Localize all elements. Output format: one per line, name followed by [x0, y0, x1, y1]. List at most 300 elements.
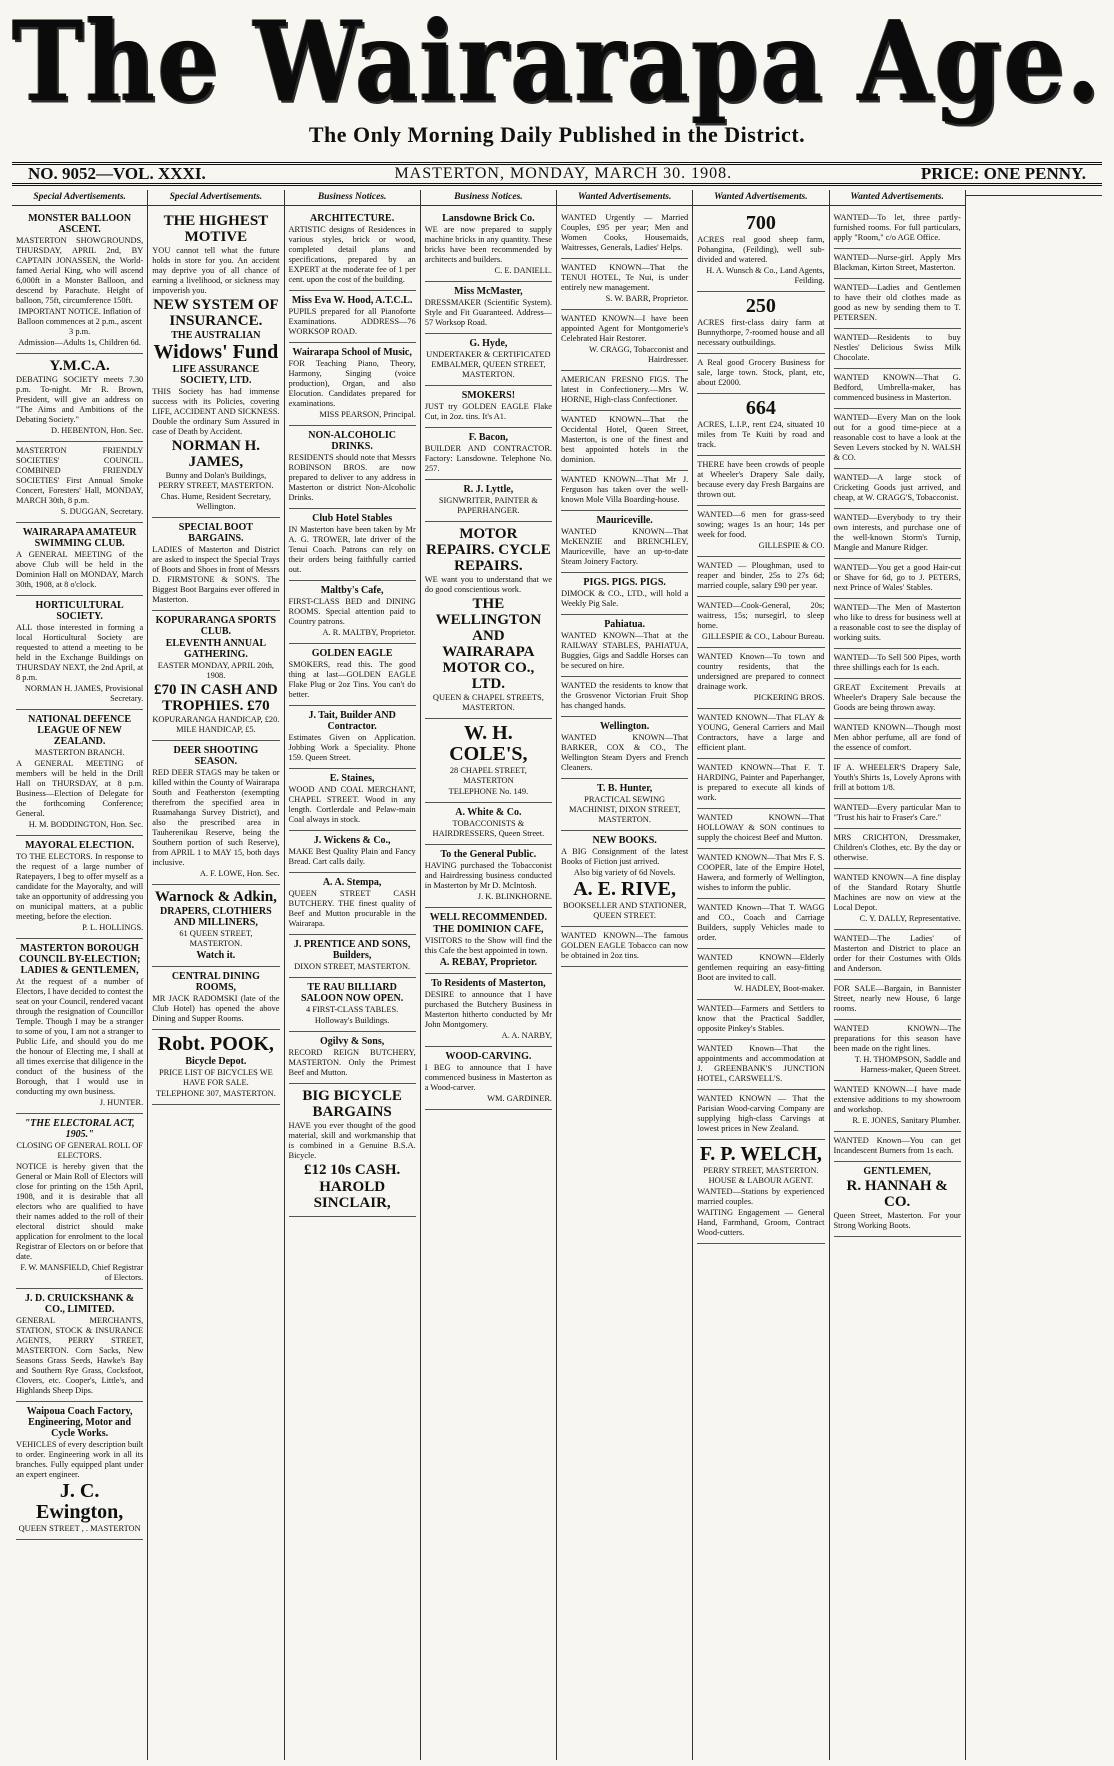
ad-school-of-music — [289, 343, 416, 426]
ad-residents-masterton — [425, 974, 552, 1047]
ad-saddler — [697, 1000, 824, 1040]
ad-maltby-cafe — [289, 581, 416, 644]
ad-heading: Miss McMaster, — [454, 286, 523, 297]
ad-body: WANTED Known—To town and country residents, that the undersigned are prepared to connect drainage work. — [697, 652, 825, 691]
column-heading: Business Notices. — [285, 190, 420, 206]
ad-body: DIXON STREET, MASTERTON. — [294, 962, 411, 971]
ad-footer: TELEPHONE 307, MASTERTON. — [155, 1089, 276, 1098]
ad-heading: NON-ALCOHOLIC DRINKS. — [308, 430, 397, 452]
ad-nurse-girl — [834, 249, 961, 279]
ad-costumes — [834, 930, 961, 980]
ad-body: MRS CRICHTON, Dressmaker, Children's Clothes, etc. By the day or otherwise. — [833, 833, 961, 862]
ad-golden-eagle — [289, 644, 416, 706]
ad-heading: J. Tait, Builder AND Contractor. — [308, 710, 396, 732]
ad-turnip-ridger — [834, 509, 961, 559]
ad-body: FOR SALE—Bargain, in Bannister Street, nearly new House, 6 large rooms. — [833, 984, 961, 1013]
ad-body: WANTED Urgently — Married Couples, £95 per year; Men and Women Cooks, Housemaids, Waitresses, Generals, Ladies' Helps. — [561, 213, 689, 252]
ad-body: WANTED KNOWN—That FLAY & YOUNG, General Carriers and Mail Contractors, have a large and efficient plant. — [697, 713, 825, 752]
ad-body: FIRST-CLASS BED and DINING ROOMS. Special attention paid to Country patrons. — [288, 597, 416, 626]
newspaper-title — [12, 0, 1102, 127]
ad-body: SIGNWRITER, PAINTER & PAPERHANGER. — [438, 496, 538, 515]
ad-society: LIFE ASSURANCE SOCIETY, LTD. — [172, 364, 260, 386]
ad-bacon-builder — [425, 428, 552, 480]
ad-by-election — [16, 939, 143, 1114]
ad-footer: Holloway's Buildings. — [314, 1016, 390, 1025]
ad-body: ALL those interested in forming a local Horticultural Society are requested to attend a meeting to be held in the Exchange Buildings on THURSDAY NEXT, the 2nd April, at 8 p.m. — [16, 623, 144, 682]
title-word-age: Age. — [857, 0, 1102, 127]
ad-heading: MAYORAL ELECTION. — [25, 840, 135, 851]
ad-carriers — [697, 709, 824, 759]
ad-signature: H. A. Wunsch & Co., Land Agents, Feilding. — [706, 266, 825, 285]
ad-wellington-dyers — [561, 717, 688, 779]
ad-wickens-bread — [289, 831, 416, 873]
ad-name: J. C. Ewington, — [36, 1480, 124, 1523]
column-1 — [12, 190, 148, 1760]
ad-proprietor: A. REBAY, Proprietor. — [439, 957, 538, 968]
ad-heading: Mauriceville. — [596, 515, 653, 526]
ad-body: YOU cannot tell what the future holds in store for you. An accident may deprive you of all chance of earning a livelihood, or sickness may impoverish you. — [152, 246, 280, 295]
ad-body: A BIG Consignment of the latest Books of Fiction just arrived. — [561, 847, 689, 866]
column-heading: Business Notices. — [421, 190, 556, 206]
ad-heading: DEER SHOOTING SEASON. — [173, 745, 259, 767]
ad-heading: 700 — [745, 212, 776, 234]
ad-signature: J. HUNTER. — [99, 1098, 144, 1107]
ad-body: GREAT Excitement Prevails at Wheeler's Drapery Sale because the Goods are being thrown away. — [833, 683, 961, 712]
ad-heading: F. Bacon, — [468, 432, 509, 443]
column-8 — [966, 190, 1102, 1760]
ad-body: WANTED—6 men for grass-seed sowing; wages 1s an hour; 14s per week for food. — [697, 510, 825, 539]
ad-tagline: Watch it. — [196, 950, 236, 961]
ad-motor-repairs — [425, 522, 552, 719]
ad-company: R. HANNAH & CO. — [846, 1178, 948, 1210]
ad-house-for-sale — [834, 980, 961, 1020]
ad-ymca — [16, 354, 143, 442]
ad-body: WANTED—You get a good Hair-cut or Shave for 6d, go to J. PETERS, next Prince of Wales' Stables. — [833, 563, 961, 592]
ad-subheading: CLOSING OF GENERAL ROLL OF ELECTORS. — [16, 1141, 143, 1160]
ad-rooms-to-let — [834, 209, 961, 249]
ad-hair-restorer — [561, 310, 688, 371]
ad-body: MASTERTON SHOWGROUNDS, THURSDAY, APRIL 2nd, BY CAPTAIN JONASSEN, the World-famed Aerial King, who will ascend 6,000ft in a Monster Balloon, and descend by Parachute. Height of balloon, 75ft, circumference 150ft. — [16, 236, 144, 305]
ad-highest-motive — [152, 209, 279, 518]
column-7 — [830, 190, 966, 1760]
ad-body: DESIRE to announce that I have purchased the Butchery Business in Masterton hitherto conducted by Mr John Montgomery. — [424, 990, 552, 1029]
ad-heading: To the General Public. — [440, 849, 537, 860]
ad-body: KOPURARANGA HANDICAP, £20. MILE HANDICAP, £5. — [152, 715, 280, 734]
ad-subheading: DRAPERS, CLOTHIERS AND MILLINERS, — [160, 906, 272, 928]
ad-heading: CENTRAL DINING ROOMS, — [171, 971, 260, 993]
ad-body: WANTED Known—You can get Incandescent Burners from 1s each. — [833, 1136, 961, 1155]
ad-heading: Wellington. — [600, 721, 650, 732]
ad-heading: E. Staines, — [329, 773, 375, 784]
ad-heading: F. P. WELCH, — [699, 1143, 822, 1165]
ad-address: 61 QUEEN STREET, MASTERTON. — [179, 929, 253, 948]
ad-body: WANTED KNOWN — That the Parisian Wood-carving Company are supplying high-class Carvings at lowest prices in New Zealand. — [697, 1094, 825, 1133]
ad-signature: F. W. MANSFIELD, Chief Registrar of Electors. — [20, 1263, 144, 1282]
ad-body: WANTED—The Ladies' of Masterton and District to place an order for their Costumes with Olds and Anderson. — [833, 934, 961, 973]
ad-signature: GILLESPIE & CO. — [758, 541, 825, 550]
ad-white-tobacconist — [425, 803, 552, 845]
ad-body: PUPILS prepared for all Pianoforte Examinations. ADDRESS—76 WORKSOP ROAD. — [288, 307, 416, 336]
ad-footer: Admission—Adults 1s, Children 6d. — [18, 338, 141, 347]
tagline: The Only Morning Daily Published in the District. — [308, 122, 806, 147]
price: PRICE: ONE PENNY. — [920, 164, 1086, 183]
ad-footer: QUEEN STREET , . MASTERTON — [18, 1524, 141, 1533]
ad-subheading: MASTERTON BRANCH. — [34, 748, 125, 757]
ad-body: FOR Teaching Piano, Theory, Harmony, Singing (voice production), Organ, and also Elocution. Candidates prepared for examinations. — [288, 359, 416, 408]
ad-body: WANTED—Everybody to try their own interests, and purchase one of the well-known Storm's Turnip, Mangle and Manure Ridger. — [833, 513, 961, 552]
column-2 — [148, 190, 284, 1760]
ad-miss-hood — [289, 291, 416, 343]
ad-body: IN Masterton have been taken by Mr A. G. TROWER, late driver of the Tenui Coach. Patrons can rely on their orders being faithfully carried out. — [288, 525, 416, 574]
ad-tait-builder — [289, 706, 416, 769]
ad-signature: PICKERING BROS. — [753, 693, 825, 702]
ad-body: WANTED KNOWN—That HOLLOWAY & SON continues to supply the choicest Beef and Mutton. — [697, 813, 825, 842]
ad-address: Bunny and Dolan's Buildings, PERRY STREET, MASTERTON. — [158, 471, 274, 490]
ad-signature: S. W. BARR, Proprietor. — [605, 294, 689, 303]
ad-signature: C. E. DANIELL. — [494, 266, 552, 275]
ad-body: WANTED the residents to know that the Grosvenor Victorian Fruit Shop has changed hands. — [561, 681, 689, 710]
ad-heading-insurance: NEW SYSTEM OF INSURANCE. — [153, 297, 279, 329]
ad-signature: MISS PEARSON, Principal. — [319, 410, 416, 419]
ad-body: HAVING purchased the Tobacconist and Hairdressing business conducted in Masterton by Mr D. McIntosh. — [424, 861, 552, 890]
ad-heading: KOPURARANGA SPORTS CLUB. — [155, 615, 277, 637]
ad-body: WANTED KNOWN—That F. T. HARDING, Painter and Paperhanger, is prepared to execute all kinds of work. — [697, 763, 825, 802]
ad-body: I BEG to announce that I have commenced business in Masterton as a Wood-carver. — [424, 1063, 552, 1092]
ad-heading: Warnock & Adkin, — [154, 889, 277, 905]
ad-body: PRICE LIST OF BICYCLES WE HAVE FOR SALE. — [159, 1068, 273, 1087]
ad-body: RECORD REIGN BUTCHERY, MASTERTON. Only the Primest Beef and Mutton. — [288, 1048, 416, 1077]
ad-frasers-care — [834, 799, 961, 829]
ad-body: WANTED—Farmers and Settlers to know that the Practical Saddler, opposite Pinkey's Stables. — [697, 1004, 825, 1033]
ad-pook-bicycles — [152, 1030, 279, 1105]
ad-tenui-hotel — [561, 259, 688, 310]
ad-address: BOOKSELLER AND STATIONER, QUEEN STREET. — [562, 901, 687, 920]
ad-body: IF A. WHEELER'S Drapery Sale, Youth's Shirts 1s, Lovely Aprons with frill at bottom 1/8. — [833, 763, 961, 792]
ad-body: THERE have been crowds of people at Wheeler's Drapery Sale daily, because every day Fresh Bargains are thrown out. — [697, 460, 825, 499]
ad-body: THIS Society has had immense success with its Policies, covering LIFE, ACCIDENT AND SICKNESS. Double the ordinary Sum Assured in case of Death by Accident. — [152, 387, 280, 436]
ad-signature: C. Y. DALLY, Representative. — [859, 914, 961, 923]
ad-body: DEBATING SOCIETY meets 7.30 p.m. To-night. Mr R. Brown, President, will give an address on "The Aims and Ambitions of the Debating Society." — [16, 375, 144, 424]
ad-subheading: ELEVENTH ANNUAL GATHERING. — [165, 638, 267, 660]
ad-dressmaker — [425, 282, 552, 334]
ad-heading: GOLDEN EAGLE — [311, 648, 393, 659]
ad-body: A GENERAL MEETING of the above Club will be held in the Dominion Hall on MONDAY, March 30th, 1908, at 8 o'clock. — [16, 550, 144, 589]
ad-signature: T. H. THOMPSON, Saddle and Harness-maker, Queen Street. — [854, 1055, 961, 1074]
ad-signature: P. L. HOLLINGS. — [82, 923, 144, 932]
ad-body: AMERICAN FRESNO FIGS. The latest in Confectionery.—Mrs W. HORNE, High-class Confectioner. — [561, 375, 689, 404]
ad-body: WANTED—To let, three partly-furnished rooms. For full particulars, apply "Room," c/o AGE Office. — [833, 213, 961, 242]
ad-body: WANTED KNOWN—That the Occidental Hotel, Queen Street, Masterton, is one of the finest and best appointed hotels in the dominion. — [561, 415, 689, 464]
ad-bookseller: A. E. RIVE, — [573, 878, 677, 900]
ad-heading: Miss Eva W. Hood, A.T.C.L. — [291, 295, 413, 306]
ad-friendly-societies — [16, 442, 143, 523]
ad-heading: SPECIAL BOOT BARGAINS. — [178, 522, 253, 544]
ad-700-acres — [697, 209, 824, 292]
ad-signature: W. CRAGG, Tobacconist and Hairdresser. — [589, 345, 689, 364]
ad-agent-name: NORMAN H. JAMES, — [171, 438, 261, 470]
ad-body: Estimates Given on Application. Jobbing Work a Speciality. Phone 159. Queen Street. — [288, 733, 416, 762]
ad-plumbing — [834, 1081, 961, 1132]
ad-body: WANTED—Stations by experienced married couples. — [697, 1187, 825, 1206]
ad-body: WANTED KNOWN—A fine display of the Standard Rotary Shuttle Machines are now on view at the Local Depot. — [833, 873, 961, 912]
ad-664-acres — [697, 394, 824, 456]
ad-bootmaker — [697, 949, 824, 1000]
ad-defence-league — [16, 710, 143, 836]
ad-body: WANTED KNOWN—That at the RAILWAY STABLES, PAHIATUA, Buggies, Gigs and Saddle Horses can be secured on hire. — [561, 631, 689, 670]
ad-body: ARTISTIC designs of Residences in various styles, brick or wood, completed detail plans and specifications, prepared by an EXPERT at the moderate fee of 1 per cent. upon the cost of the building. — [288, 225, 416, 284]
ad-heading: Club Hotel Stables — [312, 513, 393, 524]
ad-signature: A. R. MALTBY, Proprietor. — [322, 628, 416, 637]
ad-heading: Y.M.C.A. — [49, 358, 110, 374]
ad-signature: H. M. BODDINGTON, Hon. Sec. — [28, 820, 144, 829]
ad-cole-wallpaper — [425, 719, 552, 803]
ad-heading: A. White & Co. — [455, 807, 522, 818]
ad-swimming-club — [16, 523, 143, 596]
ad-body: WANTED KNOWN—I have made extensive additions to my showroom and workshop. — [833, 1085, 961, 1114]
ad-hunter-sewing — [561, 779, 688, 831]
ad-body: WANTED KNOWN—That BARKER, COX & CO., The Wellington Steam Dyers and French Cleaners. — [561, 733, 689, 772]
ad-sports-club — [152, 611, 279, 741]
ad-heading: THE HIGHEST MOTIVE — [163, 213, 269, 245]
column-heading — [966, 190, 1102, 196]
ad-body: SMOKERS, read this. The good thing at last—GOLDEN EAGLE Flake Plug or 2oz Tins. You can't do better. — [288, 660, 416, 699]
ad-heading: BIG BICYCLE BARGAINS — [302, 1088, 402, 1120]
ad-body-2: WAITING Engagement — General Hand, Farmhand, Groom, Contract Wood-cutters. — [697, 1208, 825, 1237]
ad-undertaker — [425, 334, 552, 386]
issue-number: NO. 9052—VOL. XXXI. — [28, 164, 206, 183]
ad-body: WANTED KNOWN—That G. Bedford, Umbrella-maker, has commenced business in Masterton. — [833, 373, 961, 402]
ad-price: £12 10s CASH. — [303, 1162, 401, 1178]
title-word-the: The — [12, 0, 221, 127]
ad-parisian-carving — [697, 1090, 824, 1140]
ad-mole-villa — [561, 471, 688, 511]
ad-body: DIMOCK & CO., LTD., will hold a Weekly Pig Sale. — [561, 589, 689, 608]
column-3 — [285, 190, 421, 1760]
ad-body: 4 FIRST-CLASS TABLES. — [306, 1005, 399, 1014]
ad-address: 28 CHAPEL STREET, MASTERTON — [449, 766, 527, 785]
ad-time-piece — [834, 409, 961, 469]
columns — [12, 190, 1102, 1760]
ad-body: WANTED KNOWN—That the TENUI HOTEL, Te Nui, is under entirely new management. — [561, 263, 689, 292]
ad-body: NOTICE is hereby given that the General or Main Roll of Electors will close for printing on the 15th April, 1908, and it is desirable that all electors who are qualified to have their names added to the roll of their electoral district should make application for enrolment to the local Registrar of Electors on or before that date. — [16, 1162, 144, 1261]
ad-body: HAVE you ever thought of the good material, skill and workmanship that is combined in a Genuine B.S.A. Bicycle. — [288, 1121, 416, 1160]
ad-saddlery — [834, 1020, 961, 1081]
ad-body: WANTED KNOWN—The preparations for this season have been made on the right lines. — [833, 1024, 961, 1053]
ad-heading: Waipoua Coach Factory, Engineering, Motor and Cycle Works. — [26, 1406, 133, 1439]
ad-architecture — [289, 209, 416, 291]
ad-heading: To Residents of Masterton, — [431, 978, 546, 989]
ad-comfort — [834, 719, 961, 759]
ad-body: WOOD AND COAL MERCHANT, CHAPEL STREET. Wood in any length. Cortlerdale and Pelaw-main Coal always in stock. — [288, 785, 416, 824]
ad-signature: R. E. JONES, Sanitary Plumber. — [852, 1116, 961, 1125]
ad-holloway-meat — [697, 809, 824, 849]
ad-body: WANTED—A large stock of Cricketing Goods just arrived, and cheap, at W. CRAGG'S, Tobacconist. — [833, 473, 961, 502]
ad-body: WANTED—Nurse-girl. Apply Mrs Blackman, Kirton Street, Masterton. — [833, 253, 961, 272]
ad-junction-hotel — [697, 1040, 824, 1090]
ad-body: WANTED—Ladies and Gentlemen to have their old clothes made as good as new by sending them to T. PETERSEN. — [833, 283, 961, 322]
ad-body: WANTED KNOWN—That Mrs F. S. COOPER, late of the Empire Hotel, Hawera, and formerly of Wellington, wishes to inform the public. — [697, 853, 825, 892]
ad-body: MASTERTON FRIENDLY SOCIETIES' COUNCIL. COMBINED FRIENDLY SOCIETIES' First Annual Smoke Concert, Foresters' Hall, MONDAY, MARCH 30th, 8 p.m. — [16, 446, 144, 505]
ad-brick-co — [425, 209, 552, 282]
ad-signature: Chas. Hume, Resident Secretary, Wellington. — [160, 492, 271, 511]
ad-body: PRACTICAL SEWING MACHINIST, DIXON STREET, MASTERTON. — [568, 795, 681, 824]
ad-heading: J. D. CRUICKSHANK & CO., LIMITED. — [25, 1293, 135, 1315]
ad-heading: J. Wickens & Co., — [313, 835, 391, 846]
ad-burners — [834, 1132, 961, 1162]
ad-body: GENERAL MERCHANTS, STATION, STOCK & INSURANCE AGENTS, PERRY STREET, MASTERTON. Corn Sacks, New Seasons Grass Seeds, Hawke's Bay and Southern Rye Grass, Cocksfoot, Clovers, etc. Cooper's, Little's, and Highlands Sheep Dips. — [16, 1316, 144, 1395]
ad-dining-rooms — [152, 967, 279, 1030]
ad-drapery-sale — [834, 759, 961, 799]
ad-body: QUEEN STREET CASH BUTCHERY. THE finest quality of Beef and Mutton procurable in the Wairarapa. — [288, 889, 416, 928]
ad-heading: MOTOR REPAIRS. CYCLE REPAIRS. — [426, 526, 551, 574]
ad-body: ACRES, L.I.P., rent £24, situated 10 miles from Te Kuiti by road and track. — [697, 420, 825, 449]
ad-mauriceville — [561, 511, 688, 573]
ad-body: WANTED—To Sell 500 Pipes, worth three shillings each for 1s each. — [833, 653, 961, 672]
ad-telephone: TELEPHONE No. 149. — [448, 787, 529, 796]
ad-signature: W. HADLEY, Boot-maker. — [734, 984, 825, 993]
ad-signature: J. K. BLINKHORNE. — [477, 892, 552, 901]
ad-heading: TE RAU BILLIARD SALOON NOW OPEN. — [300, 982, 404, 1004]
ad-body: UNDERTAKER & CERTIFICATED EMBALMER, QUEEN STREET, MASTERTON. — [426, 350, 551, 379]
ad-body: WANTED — Ploughman, used to reaper and binder, 25s to 27s 6d; married couple, salary £90 per year. — [697, 561, 825, 590]
ad-body: WANTED KNOWN—I have been appointed Agent for Montgomerie's Celebrated Hair Restorer. — [561, 314, 689, 343]
ad-body: ACRES first-class dairy farm at Bunnythorpe, 7-roomed house and all necessary outbuildings. — [697, 318, 825, 347]
ad-body: ACRES real good sheep farm, Pohangina, (Feilding), well sub-divided and watered. — [697, 235, 825, 264]
ad-cruickshank — [16, 1289, 143, 1402]
ad-signature: S. DUGGAN, Secretary. — [60, 507, 144, 516]
column-heading: Special Advertisements. — [12, 190, 147, 206]
ad-fruit-shop — [561, 677, 688, 717]
ad-body: MAKE Best Quality Plain and Fancy Bread. Cart calls daily. — [288, 847, 416, 866]
ad-heading: Maltby's Cafe, — [320, 585, 384, 596]
column-heading: Wanted Advertisements. — [830, 190, 965, 206]
ad-grass-seed-men — [697, 506, 824, 557]
ad-heading: Wairarapa School of Music, — [292, 347, 412, 358]
ad-address: PERRY STREET, MASTERTON. HOUSE & LABOUR AGENT. — [703, 1166, 819, 1185]
dateline — [12, 162, 1102, 186]
ad-heading: 664 — [745, 397, 776, 419]
ad-body: WANTED KNOWN—That McKENZIE and BRENCHLEY, Mauriceville, have an up-to-date Steam Joinery Factory. — [561, 527, 689, 566]
ad-deer-shooting — [152, 741, 279, 885]
ad-cooper-hotel — [697, 849, 824, 899]
column-heading: Special Advertisements. — [148, 190, 283, 206]
ad-body: WANTED—The Men of Masterton who like to dress for business well at a reasonable cost to see the display of working suits. — [833, 603, 961, 642]
ad-working-suits — [834, 599, 961, 649]
ad-heading: 250 — [745, 295, 776, 317]
ad-signature: GILLESPIE & CO., Labour Bureau. — [701, 632, 825, 641]
ad-body: WANTED KNOWN—Though most Men abhor perfume, all are fond of the essence of comfort. — [833, 723, 961, 752]
ad-body: WANTED—Residents to buy Nestles' Delicious Swiss Milk Chocolate. — [833, 333, 961, 362]
ad-dressmaker-crichton — [834, 829, 961, 869]
ad-pig-sale — [561, 573, 688, 615]
ad-dominion-cafe — [425, 908, 552, 974]
ad-great-excitement — [834, 679, 961, 719]
ad-club-stables — [289, 509, 416, 581]
ad-subheading: Bicycle Depot. — [185, 1056, 247, 1067]
ad-heading: T. B. Hunter, — [596, 783, 653, 794]
ad-heading: GENTLEMEN, — [863, 1166, 931, 1177]
ad-heading: ARCHITECTURE. — [310, 213, 395, 224]
ad-signature: A. A. NARBY, — [501, 1031, 552, 1040]
ad-heading: Ogilvy & Sons, — [320, 1036, 385, 1047]
ad-company: THE WELLINGTON AND WAIRARAPA MOTOR CO., LTD. — [435, 596, 542, 692]
ad-signature: NORMAN H. JAMES, Provisional Secretary. — [24, 684, 144, 703]
ad-signature: WM. GARDINER. — [487, 1094, 552, 1103]
ad-hair-cut — [834, 559, 961, 599]
ad-date: EASTER MONDAY, APRIL 20th, 1908. — [157, 661, 274, 680]
ad-staines-coal — [289, 769, 416, 831]
column-6 — [693, 190, 829, 1760]
ad-prize: £70 IN CASH AND TROPHIES. £70 — [153, 682, 278, 714]
ad-body: WANTED KNOWN—The famous GOLDEN EAGLE Tobacco can now be obtained in 2oz tins. — [561, 931, 689, 960]
ad-electoral-act — [16, 1114, 143, 1289]
ad-body: BUILDER AND CONTRACTOR. Factory: Lansdowne. Telephone No. 257. — [424, 444, 552, 473]
ad-body: WANTED—Cook-General, 20s; waitress, 15s; nursegirl, to sleep home. — [697, 601, 825, 630]
ad-body: WE want you to understand that we do good conscientious work. — [424, 575, 552, 594]
ad-grocery — [697, 354, 824, 394]
ad-body: WANTED—Every Man on the look out for a good time-piece at a reasonable cost to have a look at the Seven Levers stocked by N. WALSH & CO. — [833, 413, 961, 462]
ad-coach-factory — [16, 1402, 143, 1540]
ad-new-books — [561, 831, 688, 927]
ad-body: RESIDENTS should note that Messrs ROBINSON BROS. are now prepared to deliver to any address in Masterton or district Non-Alcoholic Drinks. — [288, 453, 416, 502]
ad-heading: MASTERTON BOROUGH COUNCIL BY-ELECTION; LADIES & GENTLEMEN, — [18, 943, 141, 976]
ad-boot-bargains — [152, 518, 279, 611]
ad-prentice-builders — [289, 935, 416, 978]
ad-heading: W. H. COLE'S, — [449, 722, 528, 765]
ad-heading: WOOD-CARVING. — [445, 1051, 532, 1062]
column-4 — [421, 190, 557, 1760]
ad-pipes — [834, 649, 961, 679]
ad-heading: "THE ELECTORAL ACT, 1905." — [24, 1118, 135, 1140]
ad-heading: J. PRENTICE AND SONS, Builders, — [293, 939, 411, 961]
ad-body: WANTED KNOWN—Elderly gentlemen requiring an easy-fitting Boot are invited to call. — [697, 953, 825, 982]
ad-body: WANTED—Every particular Man to "Trust his hair to Fraser's Care." — [833, 803, 961, 822]
ad-heading: NATIONAL DEFENCE LEAGUE OF NEW ZEALAND. — [28, 714, 132, 747]
ad-widows-fund: Widows' Fund — [153, 341, 279, 363]
ad-body: WANTED Known—That T. WAGG and CO., Coach and Carriage Builders, supply Vehicles made to order. — [697, 903, 825, 942]
ad-sewing-machines — [834, 869, 961, 930]
ad-heading: Robt. POOK, — [157, 1033, 274, 1055]
ad-lyttle-painter — [425, 480, 552, 522]
ad-ploughman — [697, 557, 824, 597]
masthead — [12, 0, 1102, 147]
ad-hannah-boots — [834, 1162, 961, 1237]
ad-fresno-figs — [561, 371, 688, 411]
ad-body: A GENERAL MEETING of members will be held in the Drill Hall on THURSDAY, at 8 p.m. Business—Election of Delegate for the forthcoming Conference; General. — [16, 759, 144, 818]
ad-horticultural — [16, 596, 143, 710]
ad-heading: HORTICULTURAL SOCIETY. — [35, 600, 124, 622]
ad-heading: SMOKERS! — [461, 390, 516, 401]
ad-body: Queen Street, Masterton. For your Strong Working Boots. — [833, 1211, 961, 1230]
ad-body: WE are now prepared to supply machine bricks in any quantity. These bricks have been recommended by architects and builders. — [424, 225, 552, 264]
ad-clothes-cleaning — [834, 279, 961, 329]
ad-heading: A. A. Stempa, — [322, 877, 382, 888]
ad-balloon-ascent — [16, 209, 143, 354]
ad-ogilvy-butchery — [289, 1032, 416, 1084]
ad-body: DRESSMAKER (Scientific System). Style and Fit Guaranteed. Address—57 Worksop Road. — [424, 298, 552, 327]
ad-footer: HAROLD SINCLAIR, — [313, 1179, 391, 1211]
column-5 — [557, 190, 693, 1760]
ad-heading: Pahiatua. — [604, 619, 646, 630]
ad-mayoral-election — [16, 836, 143, 939]
ad-body: WANTED KNOWN—That Mr J. Ferguson has taken over the well-known Mole Villa Boarding-house. — [561, 475, 689, 504]
ad-subheading: THE AUSTRALIAN — [171, 330, 261, 341]
ad-non-alcoholic — [289, 426, 416, 509]
ad-subheading: THE DOMINION CAFE, — [433, 924, 544, 935]
ad-body: JUST try GOLDEN EAGLE Flake Cut, in 2oz. tins. It's A1. — [424, 402, 552, 421]
ad-body: VEHICLES of every description built to order. Engineering work in all its branches. Fully equipped plant under an expert engineer. — [16, 1440, 144, 1479]
ad-body: A Real good Grocery Business for sale, large town. Stock, plant, etc, about £2000. — [697, 358, 825, 387]
